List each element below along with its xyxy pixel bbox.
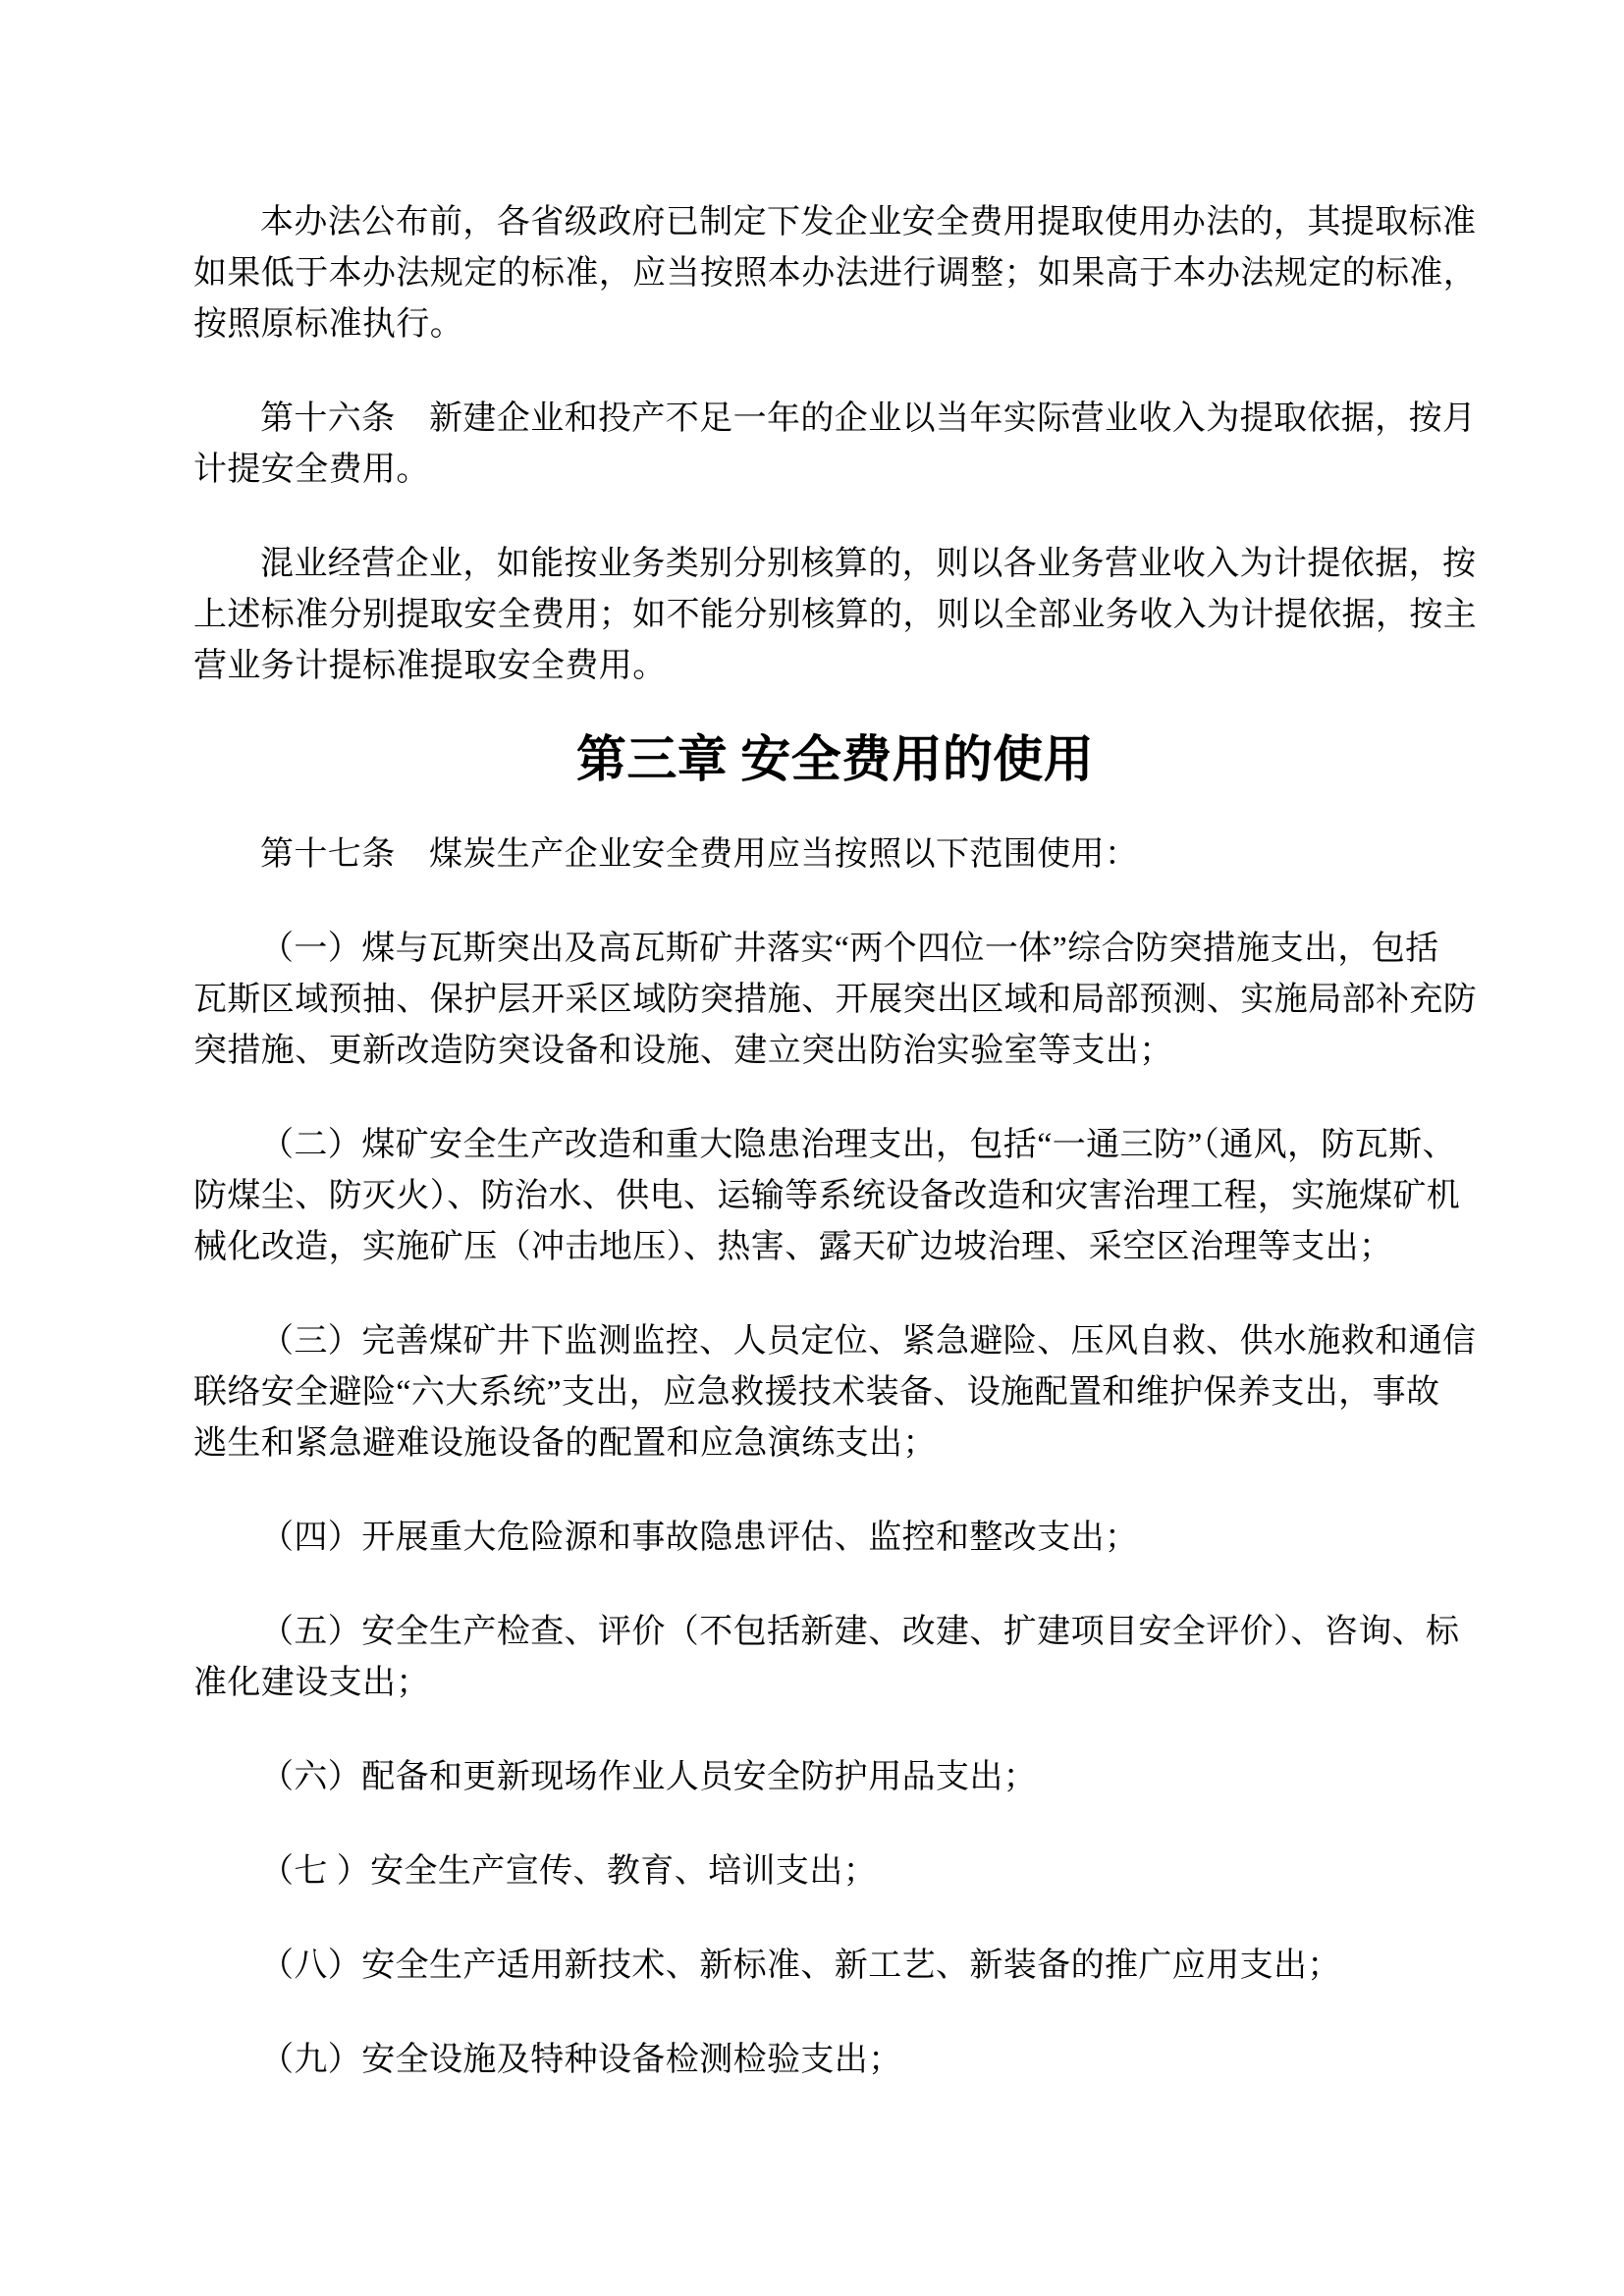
paragraph-line: 计提安全费用。 — [193, 452, 430, 488]
paragraph — [193, 1120, 1477, 1273]
paragraph-line: 械化改造，实施矿压（冲击地压）、热害、露天矿边坡治理、采空区治理等支出； — [193, 1229, 1393, 1265]
paragraph-line: 突措施、更新改造防突设备和设施、建立突出防治实验室等支出； — [193, 1033, 1173, 1069]
paragraph — [193, 1607, 1477, 1709]
paragraph-line: 第十七条 煤炭生产企业安全费用应当按照以下范围使用： — [260, 836, 1139, 873]
chapter-heading — [193, 735, 1477, 786]
paragraph-line: 防煤尘、防灭火）、防治水、供电、运输等系统设备改造和灾害治理工程，实施煤矿机 — [193, 1178, 1461, 1214]
paragraph-line: （五）安全生产检查、评价（不包括新建、改建、扩建项目安全评价）、咨询、标 — [260, 1614, 1460, 1650]
paragraph-line: 如果低于本办法规定的标准，应当按照本办法进行调整；如果高于本办法规定的标准， — [193, 255, 1478, 292]
paragraph — [193, 197, 1477, 350]
chapter-heading-text: 第三章 安全费用的使用 — [575, 733, 1095, 788]
paragraph-line: （二）煤矿安全生产改造和重大隐患治理支出，包括“一通三防”（通风，防瓦斯、 — [260, 1127, 1456, 1163]
paragraph-line: （四）开展重大危险源和事故隐患评估、监控和整改支出； — [260, 1520, 1139, 1556]
paragraph — [193, 1513, 1477, 1564]
paragraph-line: （六）配备和更新现场作业人员安全防护用品支出； — [260, 1759, 1038, 1795]
paragraph-line: 准化建设支出； — [193, 1665, 430, 1701]
paragraph-line: 营业务计提标准提取安全费用。 — [193, 648, 667, 684]
paragraph-line: 上述标准分别提取安全费用；如不能分别核算的，则以全部业务收入为计提依据，按主 — [193, 597, 1478, 633]
paragraph-line: 第十六条 新建企业和投产不足一年的企业以当年实际营业收入为提取依据，按月 — [260, 400, 1477, 437]
paragraph — [193, 394, 1477, 496]
paragraph — [193, 1846, 1477, 1897]
paragraph — [193, 1316, 1477, 1469]
paragraph-line: 逃生和紧急避难设施设备的配置和应急演练支出； — [193, 1425, 937, 1462]
paragraph-line: （八）安全生产适用新技术、新标准、新工艺、新装备的推广应用支出； — [260, 1948, 1341, 1984]
paragraph — [193, 2035, 1477, 2086]
paragraph — [193, 539, 1477, 692]
paragraph-line: （七 ）安全生产宣传、教育、培训支出； — [260, 1853, 878, 1890]
paragraph-line: 瓦斯区域预抽、保护层开采区域防突措施、开展突出区域和局部预测、实施局部补充防 — [193, 982, 1478, 1018]
paragraph-line: （一）煤与瓦斯突出及高瓦斯矿井落实“两个四位一体”综合防突措施支出，包括 — [260, 931, 1439, 967]
paragraph-line: （九）安全设施及特种设备检测检验支出； — [260, 2042, 902, 2078]
paragraph-line: （三）完善煤矿井下监测监控、人员定位、紧急避险、压风自救、供水施救和通信 — [260, 1323, 1477, 1360]
paragraph — [193, 829, 1477, 881]
paragraph-line: 本办法公布前，各省级政府已制定下发企业安全费用提取使用办法的，其提取标准 — [260, 204, 1477, 240]
paragraph — [193, 924, 1477, 1077]
paragraph — [193, 1941, 1477, 1992]
paragraph-line: 联络安全避险“六大系统”支出，应急救援技术装备、设施配置和维护保养支出，事故 — [193, 1374, 1440, 1411]
paragraph-line: 按照原标准执行。 — [193, 306, 464, 343]
paragraph-line: 混业经营企业，如能按业务类别分别核算的，则以各业务营业收入为计提依据，按 — [260, 546, 1477, 582]
paragraph — [193, 1752, 1477, 1803]
